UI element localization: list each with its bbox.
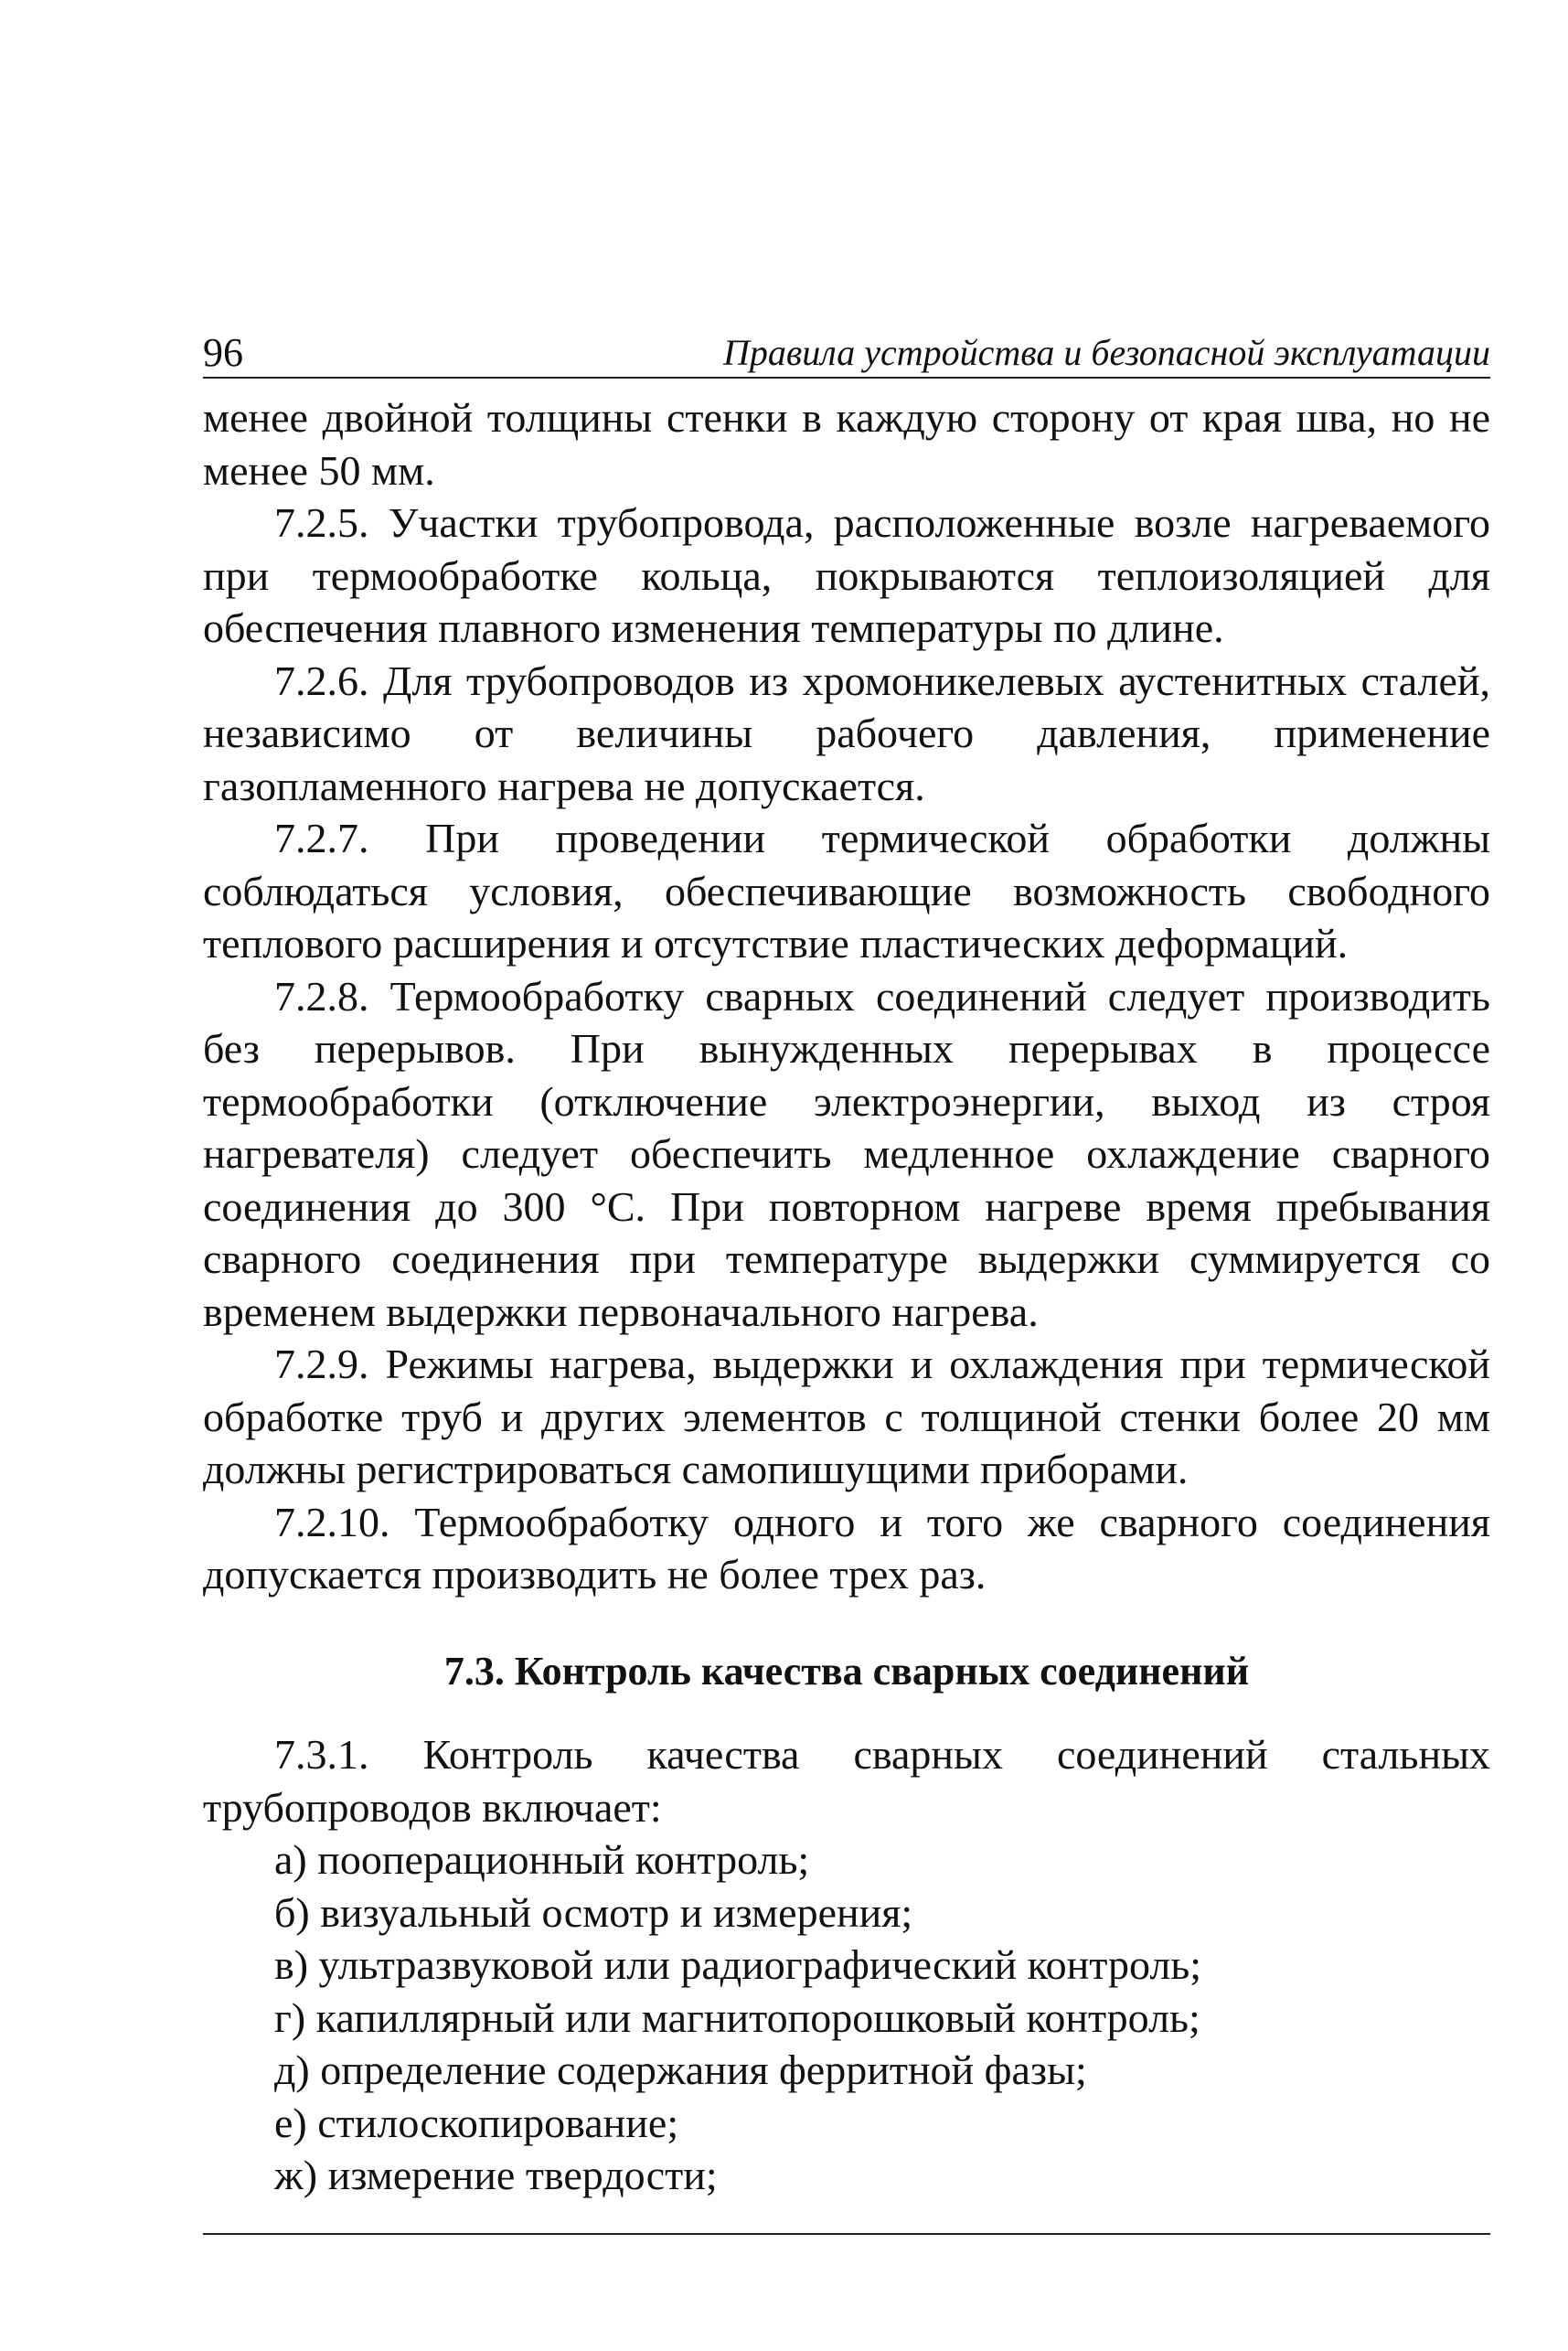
page-number: 96 (203, 330, 243, 375)
paragraph-7-3-1: 7.3.1. Контроль качества сварных соединений стальных трубопроводов включает: (203, 1731, 1490, 1831)
book-page (203, 320, 1490, 2235)
list-item: д) определение содержания ферритной фазы; (274, 2046, 1087, 2093)
body-text (203, 391, 1490, 2202)
list-item: ж) измерение твердости; (274, 2152, 718, 2198)
paragraph-7-2-7: 7.2.7. При проведении термической обработки должны соблюдаться условия, обеспечивающие возможность свободного теплового расширения и отсутствие пластических деформаций. (203, 815, 1490, 967)
paragraph-7-2-5: 7.2.5. Участки трубопровода, расположенные возле нагреваемого при термообработке кольца, покрываются теплоизоляцией для обеспечения плавного изменения температуры по длине. (203, 499, 1490, 651)
list-item: б) визуальный осмотр и измерения; (274, 1888, 913, 1936)
paragraph-7-2-6: 7.2.6. Для трубопроводов из хромоникелевых аустенитных сталей, независимо от величины рабочего давления, применение газопламенного нагрева не допускается. (203, 657, 1490, 809)
paragraph-7-2-9: 7.2.9. Режимы нагрева, выдержки и охлаждения при термической обработке труб и других элементов с толщиной стенки более 20 мм должны регистрироваться самопишущими приборами. (203, 1341, 1490, 1492)
paragraph-7-2-8: 7.2.8. Термообработку сварных соединений следует производить без перерывов. При вынужденных перерывах в процессе термообработки (отключение электроэнергии, выход из строя нагревателя) следует обеспечить медленное охлаждение сварного соединения до 300 °С. При повторном нагреве время пребывания сварного соединения при температуре выдержки суммируется со временем выдержки первоначального нагрева. (203, 972, 1490, 1335)
list-item: в) ультразвуковой или радиографический контроль; (274, 1941, 1202, 1988)
list-item: г) капиллярный или магнитопорошковый контроль; (274, 1993, 1200, 2041)
running-header (203, 320, 1490, 379)
bottom-rule (203, 2233, 1490, 2235)
paragraph-7-2-10: 7.2.10. Термообработку одного и того же сварного соединения допускается производить не более трех раз. (203, 1498, 1490, 1598)
section-heading: 7.3. Контроль качества сварных соединений (443, 1648, 1250, 1694)
inspection-list (203, 1833, 1490, 2202)
list-item: е) стилоскопирование; (274, 2099, 679, 2146)
running-title: Правила устройства и безопасной эксплуатации (723, 332, 1490, 373)
paragraph-continuation: менее двойной толщины стенки в каждую сторону от края шва, но не менее 50 мм. (203, 394, 1490, 494)
list-item: а) пооперационный контроль; (274, 1836, 810, 1883)
